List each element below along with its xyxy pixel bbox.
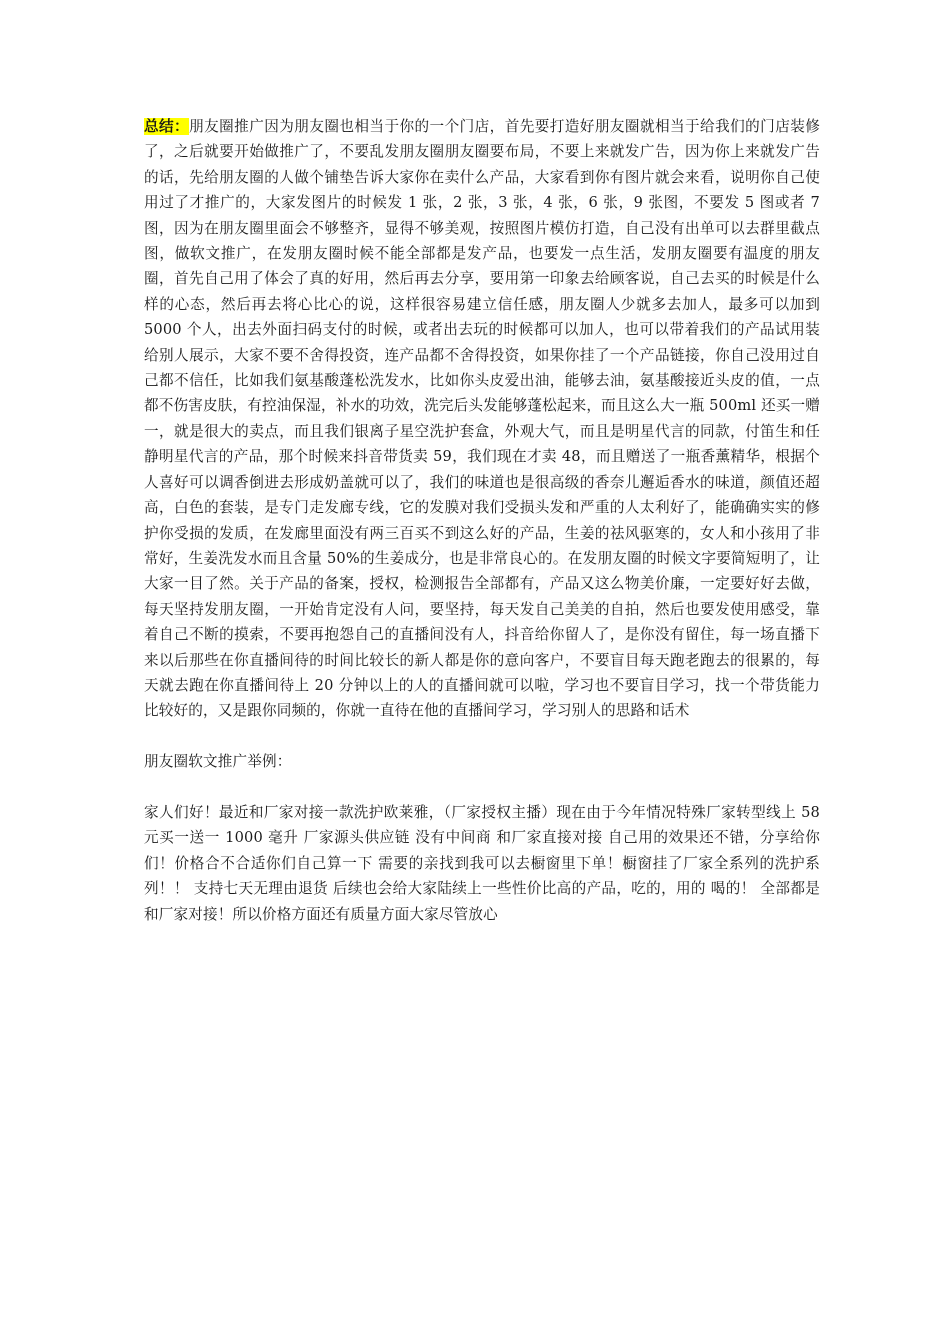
summary-text: 朋友圈推广因为朋友圈也相当于你的一个门店，首先要打造好朋友圈就相当于给我们的门店装修了，之后就要开始做推广了，不要乱发朋友圈朋友圈要布局，不要上来就发广告，因为你上来就发广告的话，先给朋友圈的人做个铺垫告诉大家你在卖什么产品，大家看到你有图片就会来看，说明你自己使用过了才推广的，大家发图片的时候发 1 张，2 张，3 张，4 张，6 张，9 张图，不要发 5 图或者 7 图，因为在朋友圈里面会不够整齐，显得不够美观，按照图片模仿打造，自己没有出单可以去群里截点图，做软文推广，在发朋友圈时候不能全部都是发产品，也要发一点生活，发朋友圈要有温度的朋友圈，首先自己用了体会了真的好用，然后再去分享，要用第一印象去给顾客说，自己去买的时候是什么样的心态，然后再去将心比心的说，这样很容易建立信任感，朋友圈人少就多去加人，最多可以加到 5000 个人，出去外面扫码支付的时候，或者出去玩的时候都可以加人，也可以带着我们的产品试用装给别人展示，大家不要不舍得投资，连产品都不舍得投资，如果你挂了一个产品链接，你自己没用过自己都不信任，比如我们氨基酸蓬松洗发水，比如你头皮爱出油，能够去油，氨基酸接近头皮的值，一点都不伤害皮肤，有控油保湿，补水的功效，洗完后头发能够蓬松起来，而且这么大一瓶 500ml 还买一赠一，就是很大的卖点，而且我们银离子星空洗护套盒，外观大气，而且是明星代言的同款，付笛生和任静明星代言的产品，那个时候来抖音带货卖 59，我们现在才卖 48，而且赠送了一瓶香薰精华，根据个人喜好可以调香倒进去形成奶盖就可以了，我们的味道也是很高级的香奈儿邂逅香水的味道，颜值还超高，白色的套装，是专门走发廊专线，它的发膜对我们受损头发和严重的人太利好了，能确确实实的修护你受损的发质，在发廊里面没有两三百买不到这么好的产品，生姜的祛风驱寒的，女人和小孩用了非常好，生姜洗发水而且含量 50%的生姜成分，也是非常良心的。在发朋友圈的时候文字要简短明了，让大家一目了然。关于产品的备案，授权，检测报告全部都有，产品又这么物美价廉，一定要好好去做，每天坚持发朋友圈，一开始肯定没有人问，要坚持，每天发自己美美的自拍，然后也要发使用感受，靠着自己不断的摸索，不要再抱怨自己的直播间没有人，抖音给你留人了，是你没有留住，每一场直播下来以后那些在你直播间待的时间比较长的新人都是你的意向客户，不要盲目每天跑老跑去的很累的，每天就去跑在你直播间待上 20 分钟以上的人的直播间就可以啦，学习也不要盲目学习，找一个带货能力比较好的，又是跟你同频的，你就一直待在他的直播间学习，学习别人的思路和话术: [144, 118, 820, 720]
document-page: [144, 114, 820, 927]
example-paragraph: 家人们好！最近和厂家对接一款洗护欧莱雅，（厂家授权主播）现在由于今年情况特殊厂家转型线上 58 元买一送一 1000 毫升 厂家源头供应链 没有中间商 和厂家直接对接 自己用的效果还不错，分享给你们！价格合不合适你们自己算一下 需要的亲找到我可以去橱窗里下单！橱窗挂了厂家全系列的洗护系列！！ 支持七天无理由退货 后续也会给大家陆续上一些性价比高的产品，吃的，用的 喝的！ 全部都是和厂家对接！所以价格方面还有质量方面大家尽管放心: [144, 803, 820, 923]
example-heading: 朋友圈软文推广举例：: [144, 753, 292, 771]
summary-paragraph: [144, 114, 820, 724]
summary-label: 总结：: [144, 118, 190, 135]
